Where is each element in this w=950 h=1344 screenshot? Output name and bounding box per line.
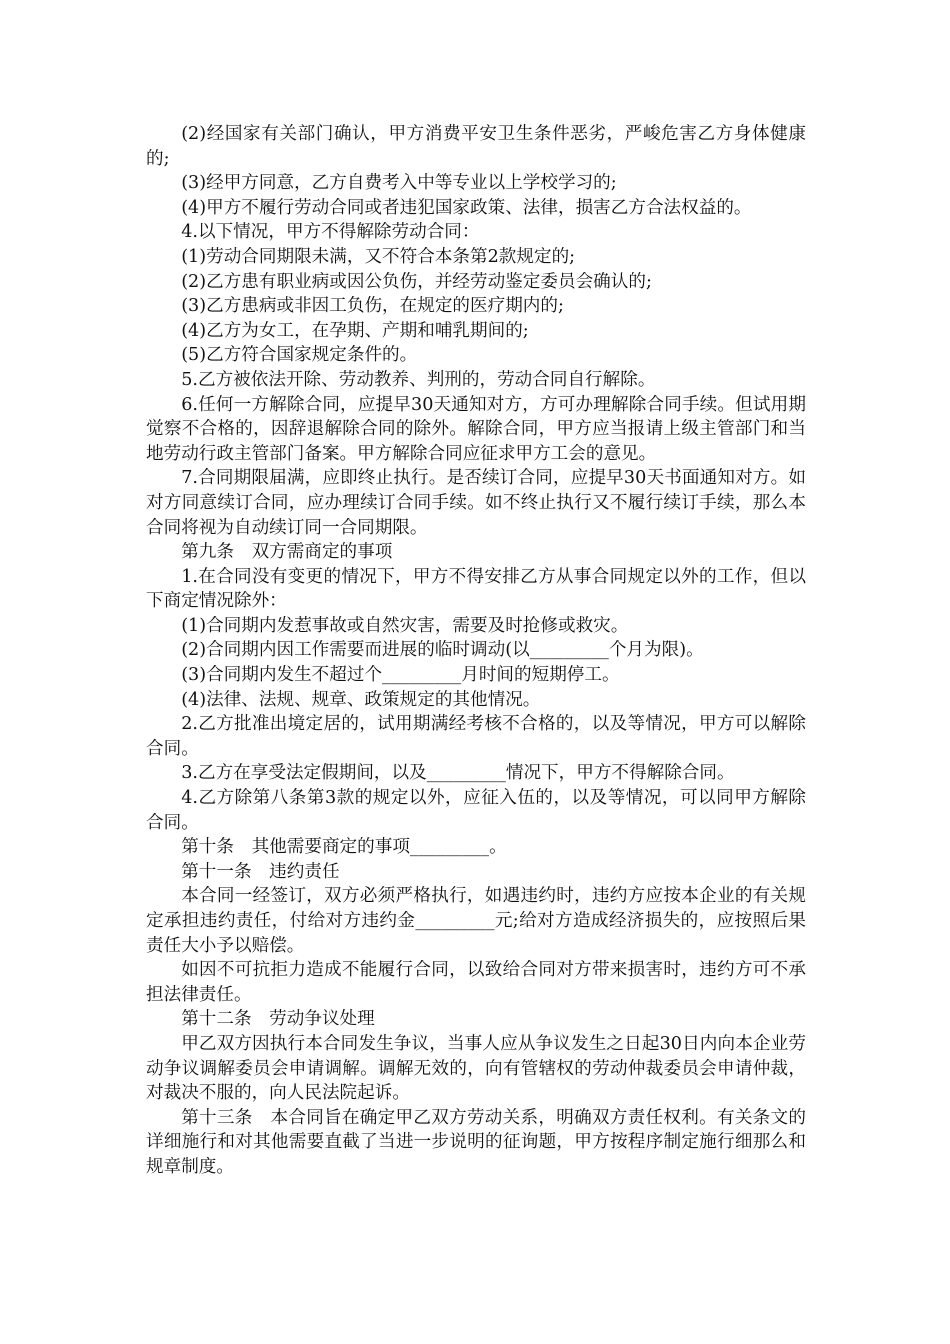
paragraph: (3)合同期内发生不超过个_________月时间的短期停工。 (181, 665, 620, 686)
paragraph: 3.乙方在享受法定假期间，以及_________情况下，甲方不得解除合同。 (181, 763, 735, 784)
paragraph: (1)合同期内发惹事故或自然灾害，需要及时抢修或救灾。 (181, 615, 629, 636)
paragraph: (3)乙方患病或非因工负伤，在规定的医疗期内的; (181, 296, 564, 317)
paragraph: (3)经甲方同意，乙方自费考入中等专业以上学校学习的; (181, 173, 617, 194)
paragraph: (4)乙方为女工，在孕期、产期和哺乳期间的; (181, 320, 529, 341)
paragraph: (4)法律、法规、规章、政策规定的其他情况。 (181, 689, 541, 710)
paragraph: 6.任何一方解除合同，应提早30天通知对方，方可办理解除合同手续。但试用期觉察不合格的，因辞退解除合同的除外。解除合同，甲方应当报请上级主管部门和当地劳动行政主管部门备案。甲方解除合同应征求甲方工会的意见。 (146, 394, 806, 464)
paragraph: 甲乙双方因执行本合同发生争议，当事人应从争议发生之日起30日内向本企业劳动争议调解委员会申请调解。调解无效的，向有管辖权的劳动仲裁委员会申请仲裁，对裁决不服的，向人民法院起诉。 (146, 1033, 806, 1104)
section-heading: 第十三条 本合同旨在确定甲乙双方劳动关系，明确双方责任权利。有关条文的详细施行和对其他需要直截了当进一步说明的征询题，甲方按程序制定施行细那么和规章制度。 (146, 1107, 806, 1177)
paragraph: 4.以下情况，甲方不得解除劳动合同： (181, 222, 480, 243)
paragraph: (2)乙方患有职业病或因公负伤，并经劳动鉴定委员会确认的; (181, 271, 652, 292)
paragraph: 本合同一经签订，双方必须严格执行，如遇违约时，违约方应按本企业的有关规定承担违约责任，付给对方违约金_________元;给对方造成经济损失的，应按照后果责任大小予以赔偿。 (146, 886, 806, 956)
paragraph: (4)甲方不履行劳动合同或者违犯国家政策、法律，损害乙方合法权益的。 (181, 197, 752, 218)
section-heading: 第十二条 劳动争议处理 (181, 1009, 375, 1030)
paragraph: 2.乙方批准出境定居的，试用期满经考核不合格的，以及等情况，甲方可以解除合同。 (146, 714, 806, 759)
paragraph: 4.乙方除第八条第3款的规定以外，应征入伍的，以及等情况，可以同甲方解除合同。 (146, 788, 806, 833)
section-heading: 第十一条 违约责任 (181, 861, 340, 882)
paragraph: (2)经国家有关部门确认，甲方消费平安卫生条件恶劣，严峻危害乙方身体健康的; (146, 124, 806, 169)
paragraph: 1.在合同没有变更的情况下，甲方不得安排乙方从事合同规定以外的工作，但以下商定情况除外： (146, 566, 806, 612)
section-heading: 第九条 双方需商定的事项 (181, 542, 393, 563)
paragraph: (5)乙方符合国家规定条件的。 (181, 345, 418, 366)
section-heading: 第十条 其他需要商定的事项_________。 (181, 837, 507, 858)
paragraph: 7.合同期限届满，应即终止执行。是否续订合同，应提早30天书面通知对方。如对方同意续订合同，应办理续订合同手续。如不终止执行又不履行续订手续，那么本合同将视为自动续订同一合同期限。 (146, 468, 806, 538)
document-body (146, 122, 806, 1180)
paragraph: (2)合同期内因工作需要而进展的临时调动(以_________个月为限)。 (181, 640, 704, 661)
paragraph: (1)劳动合同期限未满，又不符合本条第2款规定的; (181, 246, 576, 267)
paragraph: 5.乙方被依法开除、劳动教养、判刑的，劳动合同自行解除。 (181, 369, 656, 390)
paragraph: 如因不可抗拒力造成不能履行合同，以致给合同对方带来损害时，违约方可不承担法律责任。 (146, 960, 806, 1005)
